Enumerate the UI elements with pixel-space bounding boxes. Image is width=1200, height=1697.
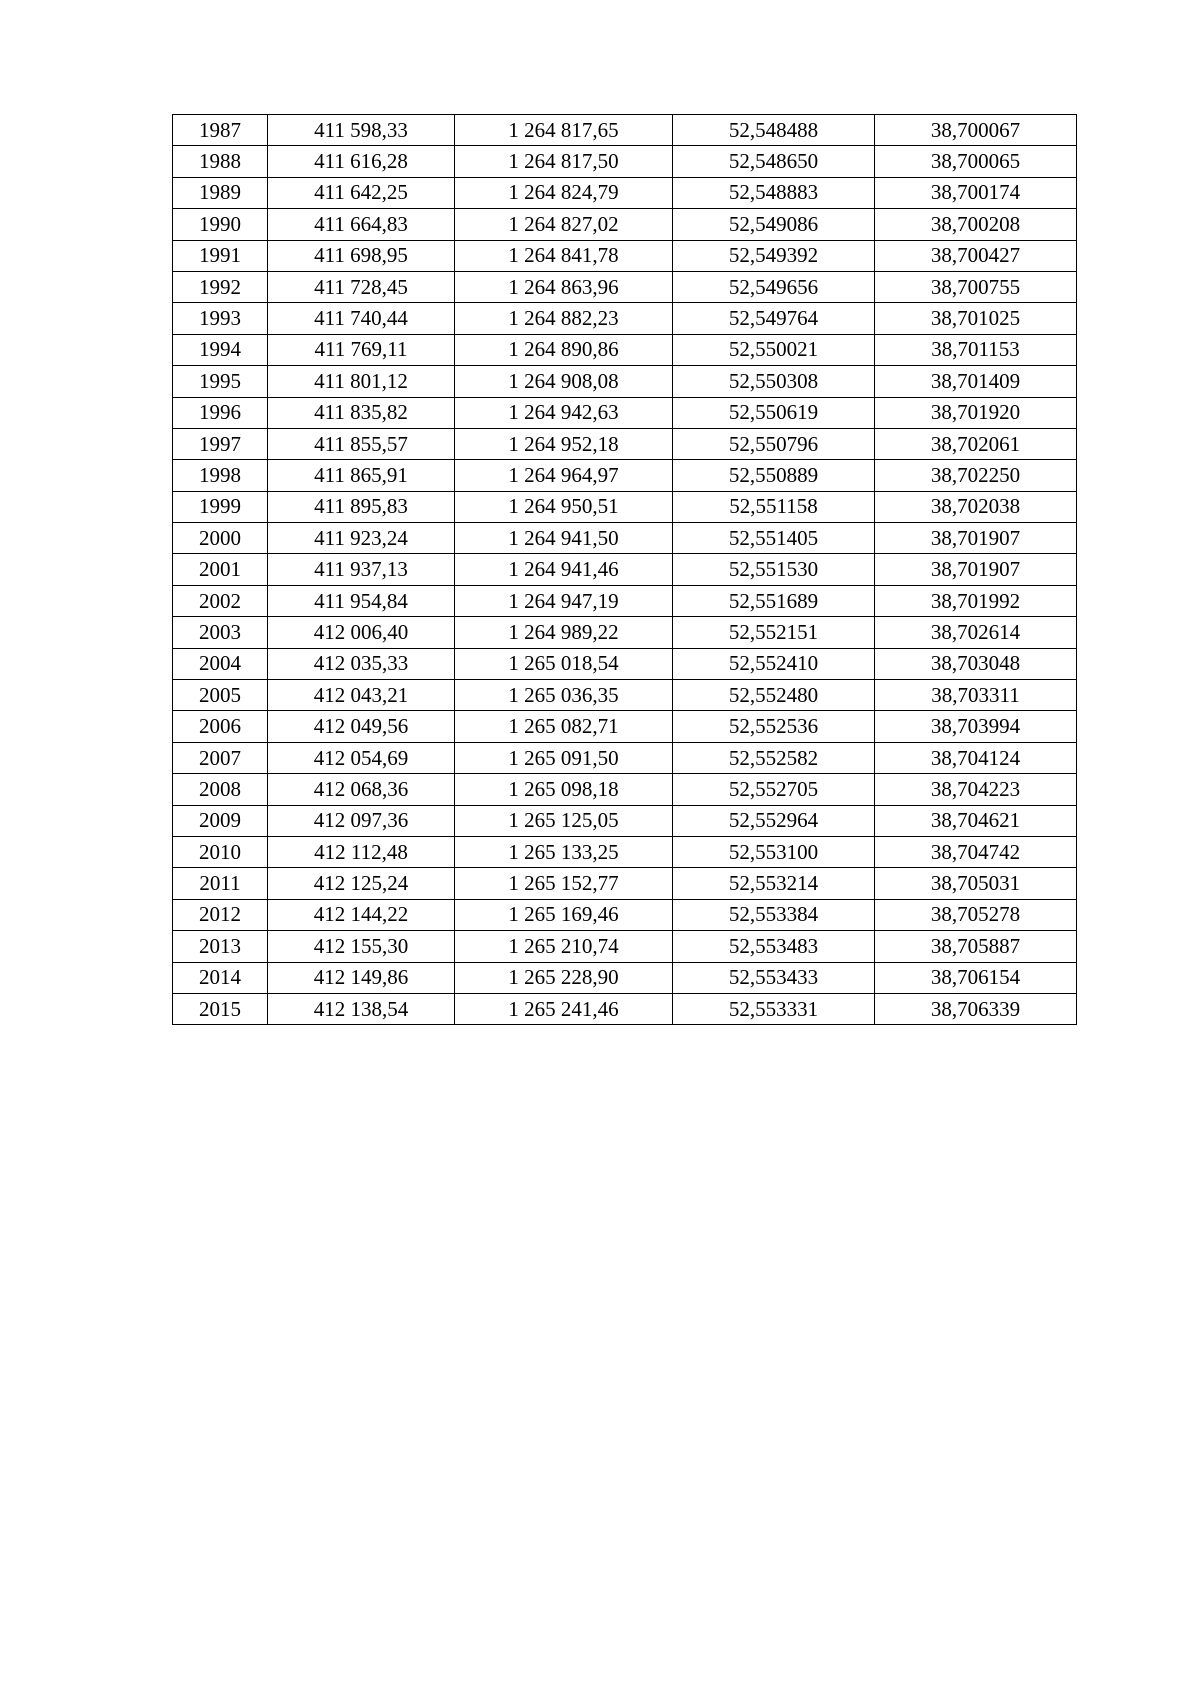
value-c-cell: 52,553100 bbox=[673, 836, 875, 867]
value-a-cell: 411 801,12 bbox=[268, 366, 455, 397]
year-cell: 2011 bbox=[173, 868, 268, 899]
value-b-cell: 1 265 133,25 bbox=[455, 836, 673, 867]
year-cell: 1998 bbox=[173, 460, 268, 491]
value-c-cell: 52,549086 bbox=[673, 209, 875, 240]
value-a-cell: 412 138,54 bbox=[268, 993, 455, 1024]
table-row bbox=[173, 617, 1077, 648]
value-c-cell: 52,548488 bbox=[673, 115, 875, 146]
value-a-cell: 412 149,86 bbox=[268, 962, 455, 993]
value-c-cell: 52,550796 bbox=[673, 428, 875, 459]
value-b-cell: 1 264 817,50 bbox=[455, 146, 673, 177]
value-c-cell: 52,548650 bbox=[673, 146, 875, 177]
value-a-cell: 411 740,44 bbox=[268, 303, 455, 334]
table-row bbox=[173, 774, 1077, 805]
value-b-cell: 1 264 827,02 bbox=[455, 209, 673, 240]
value-a-cell: 411 937,13 bbox=[268, 554, 455, 585]
value-d-cell: 38,703311 bbox=[875, 680, 1077, 711]
value-d-cell: 38,705278 bbox=[875, 899, 1077, 930]
table-row bbox=[173, 303, 1077, 334]
table-row bbox=[173, 240, 1077, 271]
table-row bbox=[173, 428, 1077, 459]
year-cell: 1996 bbox=[173, 397, 268, 428]
value-b-cell: 1 264 863,96 bbox=[455, 271, 673, 302]
year-cell: 1990 bbox=[173, 209, 268, 240]
table-row bbox=[173, 334, 1077, 365]
value-c-cell: 52,551530 bbox=[673, 554, 875, 585]
value-d-cell: 38,700427 bbox=[875, 240, 1077, 271]
value-b-cell: 1 264 841,78 bbox=[455, 240, 673, 271]
value-a-cell: 411 598,33 bbox=[268, 115, 455, 146]
value-c-cell: 52,551689 bbox=[673, 585, 875, 616]
value-a-cell: 412 006,40 bbox=[268, 617, 455, 648]
value-d-cell: 38,701409 bbox=[875, 366, 1077, 397]
value-c-cell: 52,553384 bbox=[673, 899, 875, 930]
value-c-cell: 52,552410 bbox=[673, 648, 875, 679]
table-row bbox=[173, 366, 1077, 397]
value-b-cell: 1 264 890,86 bbox=[455, 334, 673, 365]
value-d-cell: 38,701907 bbox=[875, 554, 1077, 585]
value-d-cell: 38,702250 bbox=[875, 460, 1077, 491]
table-row bbox=[173, 209, 1077, 240]
table-row bbox=[173, 836, 1077, 867]
value-a-cell: 411 855,57 bbox=[268, 428, 455, 459]
value-b-cell: 1 265 082,71 bbox=[455, 711, 673, 742]
value-a-cell: 411 769,11 bbox=[268, 334, 455, 365]
value-b-cell: 1 264 941,50 bbox=[455, 523, 673, 554]
year-cell: 1987 bbox=[173, 115, 268, 146]
value-a-cell: 412 125,24 bbox=[268, 868, 455, 899]
value-c-cell: 52,553214 bbox=[673, 868, 875, 899]
value-c-cell: 52,550889 bbox=[673, 460, 875, 491]
value-b-cell: 1 264 882,23 bbox=[455, 303, 673, 334]
year-cell: 2015 bbox=[173, 993, 268, 1024]
value-c-cell: 52,553331 bbox=[673, 993, 875, 1024]
value-d-cell: 38,701025 bbox=[875, 303, 1077, 334]
year-cell: 1989 bbox=[173, 177, 268, 208]
value-a-cell: 411 616,28 bbox=[268, 146, 455, 177]
value-b-cell: 1 264 952,18 bbox=[455, 428, 673, 459]
table-row bbox=[173, 491, 1077, 522]
year-cell: 2010 bbox=[173, 836, 268, 867]
value-b-cell: 1 265 098,18 bbox=[455, 774, 673, 805]
value-a-cell: 412 155,30 bbox=[268, 931, 455, 962]
value-b-cell: 1 265 228,90 bbox=[455, 962, 673, 993]
year-cell: 1997 bbox=[173, 428, 268, 459]
value-a-cell: 412 043,21 bbox=[268, 680, 455, 711]
value-a-cell: 411 835,82 bbox=[268, 397, 455, 428]
value-d-cell: 38,700065 bbox=[875, 146, 1077, 177]
year-cell: 2006 bbox=[173, 711, 268, 742]
table-row bbox=[173, 397, 1077, 428]
value-d-cell: 38,702614 bbox=[875, 617, 1077, 648]
value-d-cell: 38,703994 bbox=[875, 711, 1077, 742]
value-c-cell: 52,551405 bbox=[673, 523, 875, 554]
table-row bbox=[173, 742, 1077, 773]
value-d-cell: 38,706154 bbox=[875, 962, 1077, 993]
value-a-cell: 411 664,83 bbox=[268, 209, 455, 240]
table-row bbox=[173, 993, 1077, 1024]
year-cell: 2012 bbox=[173, 899, 268, 930]
value-c-cell: 52,552151 bbox=[673, 617, 875, 648]
value-a-cell: 412 068,36 bbox=[268, 774, 455, 805]
table-row bbox=[173, 115, 1077, 146]
value-c-cell: 52,552582 bbox=[673, 742, 875, 773]
table-row bbox=[173, 680, 1077, 711]
year-cell: 2007 bbox=[173, 742, 268, 773]
year-cell: 2014 bbox=[173, 962, 268, 993]
value-d-cell: 38,700174 bbox=[875, 177, 1077, 208]
value-c-cell: 52,551158 bbox=[673, 491, 875, 522]
value-c-cell: 52,549656 bbox=[673, 271, 875, 302]
year-cell: 2003 bbox=[173, 617, 268, 648]
year-cell: 1991 bbox=[173, 240, 268, 271]
value-a-cell: 412 035,33 bbox=[268, 648, 455, 679]
value-d-cell: 38,702038 bbox=[875, 491, 1077, 522]
table-row bbox=[173, 805, 1077, 836]
year-cell: 1994 bbox=[173, 334, 268, 365]
table-row bbox=[173, 962, 1077, 993]
value-c-cell: 52,553483 bbox=[673, 931, 875, 962]
value-b-cell: 1 265 036,35 bbox=[455, 680, 673, 711]
value-b-cell: 1 265 091,50 bbox=[455, 742, 673, 773]
value-d-cell: 38,700067 bbox=[875, 115, 1077, 146]
value-b-cell: 1 264 989,22 bbox=[455, 617, 673, 648]
table-row bbox=[173, 146, 1077, 177]
value-c-cell: 52,548883 bbox=[673, 177, 875, 208]
value-d-cell: 38,701920 bbox=[875, 397, 1077, 428]
value-a-cell: 411 865,91 bbox=[268, 460, 455, 491]
table-row bbox=[173, 711, 1077, 742]
value-c-cell: 52,553433 bbox=[673, 962, 875, 993]
value-a-cell: 411 954,84 bbox=[268, 585, 455, 616]
value-b-cell: 1 265 169,46 bbox=[455, 899, 673, 930]
value-b-cell: 1 265 152,77 bbox=[455, 868, 673, 899]
value-d-cell: 38,700755 bbox=[875, 271, 1077, 302]
value-c-cell: 52,550619 bbox=[673, 397, 875, 428]
year-cell: 1993 bbox=[173, 303, 268, 334]
value-b-cell: 1 264 947,19 bbox=[455, 585, 673, 616]
year-cell: 1992 bbox=[173, 271, 268, 302]
value-a-cell: 412 049,56 bbox=[268, 711, 455, 742]
value-c-cell: 52,549764 bbox=[673, 303, 875, 334]
value-a-cell: 411 923,24 bbox=[268, 523, 455, 554]
value-a-cell: 412 144,22 bbox=[268, 899, 455, 930]
data-table bbox=[172, 114, 1077, 1025]
table-row bbox=[173, 554, 1077, 585]
table-row bbox=[173, 899, 1077, 930]
value-c-cell: 52,550021 bbox=[673, 334, 875, 365]
table-row bbox=[173, 523, 1077, 554]
value-b-cell: 1 264 817,65 bbox=[455, 115, 673, 146]
value-d-cell: 38,705031 bbox=[875, 868, 1077, 899]
year-cell: 1995 bbox=[173, 366, 268, 397]
value-a-cell: 411 698,95 bbox=[268, 240, 455, 271]
value-c-cell: 52,552964 bbox=[673, 805, 875, 836]
value-b-cell: 1 265 241,46 bbox=[455, 993, 673, 1024]
year-cell: 2001 bbox=[173, 554, 268, 585]
value-b-cell: 1 264 824,79 bbox=[455, 177, 673, 208]
value-d-cell: 38,704621 bbox=[875, 805, 1077, 836]
value-c-cell: 52,550308 bbox=[673, 366, 875, 397]
value-d-cell: 38,705887 bbox=[875, 931, 1077, 962]
value-d-cell: 38,704223 bbox=[875, 774, 1077, 805]
year-cell: 2013 bbox=[173, 931, 268, 962]
value-d-cell: 38,706339 bbox=[875, 993, 1077, 1024]
value-b-cell: 1 264 908,08 bbox=[455, 366, 673, 397]
value-d-cell: 38,704124 bbox=[875, 742, 1077, 773]
year-cell: 2008 bbox=[173, 774, 268, 805]
table-row bbox=[173, 177, 1077, 208]
table-row bbox=[173, 585, 1077, 616]
table-row bbox=[173, 868, 1077, 899]
value-a-cell: 411 728,45 bbox=[268, 271, 455, 302]
year-cell: 2004 bbox=[173, 648, 268, 679]
value-b-cell: 1 264 950,51 bbox=[455, 491, 673, 522]
value-d-cell: 38,700208 bbox=[875, 209, 1077, 240]
year-cell: 2005 bbox=[173, 680, 268, 711]
year-cell: 2009 bbox=[173, 805, 268, 836]
table-row bbox=[173, 931, 1077, 962]
value-c-cell: 52,549392 bbox=[673, 240, 875, 271]
value-b-cell: 1 264 941,46 bbox=[455, 554, 673, 585]
value-d-cell: 38,702061 bbox=[875, 428, 1077, 459]
value-c-cell: 52,552705 bbox=[673, 774, 875, 805]
table-row bbox=[173, 648, 1077, 679]
table-row bbox=[173, 271, 1077, 302]
year-cell: 1999 bbox=[173, 491, 268, 522]
value-a-cell: 412 112,48 bbox=[268, 836, 455, 867]
value-a-cell: 412 054,69 bbox=[268, 742, 455, 773]
value-c-cell: 52,552536 bbox=[673, 711, 875, 742]
value-a-cell: 411 895,83 bbox=[268, 491, 455, 522]
table-body bbox=[173, 115, 1077, 1025]
value-b-cell: 1 264 964,97 bbox=[455, 460, 673, 491]
value-b-cell: 1 264 942,63 bbox=[455, 397, 673, 428]
table-row bbox=[173, 460, 1077, 491]
value-b-cell: 1 265 125,05 bbox=[455, 805, 673, 836]
value-d-cell: 38,704742 bbox=[875, 836, 1077, 867]
value-c-cell: 52,552480 bbox=[673, 680, 875, 711]
value-b-cell: 1 265 210,74 bbox=[455, 931, 673, 962]
year-cell: 2000 bbox=[173, 523, 268, 554]
value-d-cell: 38,703048 bbox=[875, 648, 1077, 679]
year-cell: 2002 bbox=[173, 585, 268, 616]
value-a-cell: 412 097,36 bbox=[268, 805, 455, 836]
value-d-cell: 38,701907 bbox=[875, 523, 1077, 554]
value-d-cell: 38,701992 bbox=[875, 585, 1077, 616]
year-cell: 1988 bbox=[173, 146, 268, 177]
value-a-cell: 411 642,25 bbox=[268, 177, 455, 208]
value-d-cell: 38,701153 bbox=[875, 334, 1077, 365]
value-b-cell: 1 265 018,54 bbox=[455, 648, 673, 679]
